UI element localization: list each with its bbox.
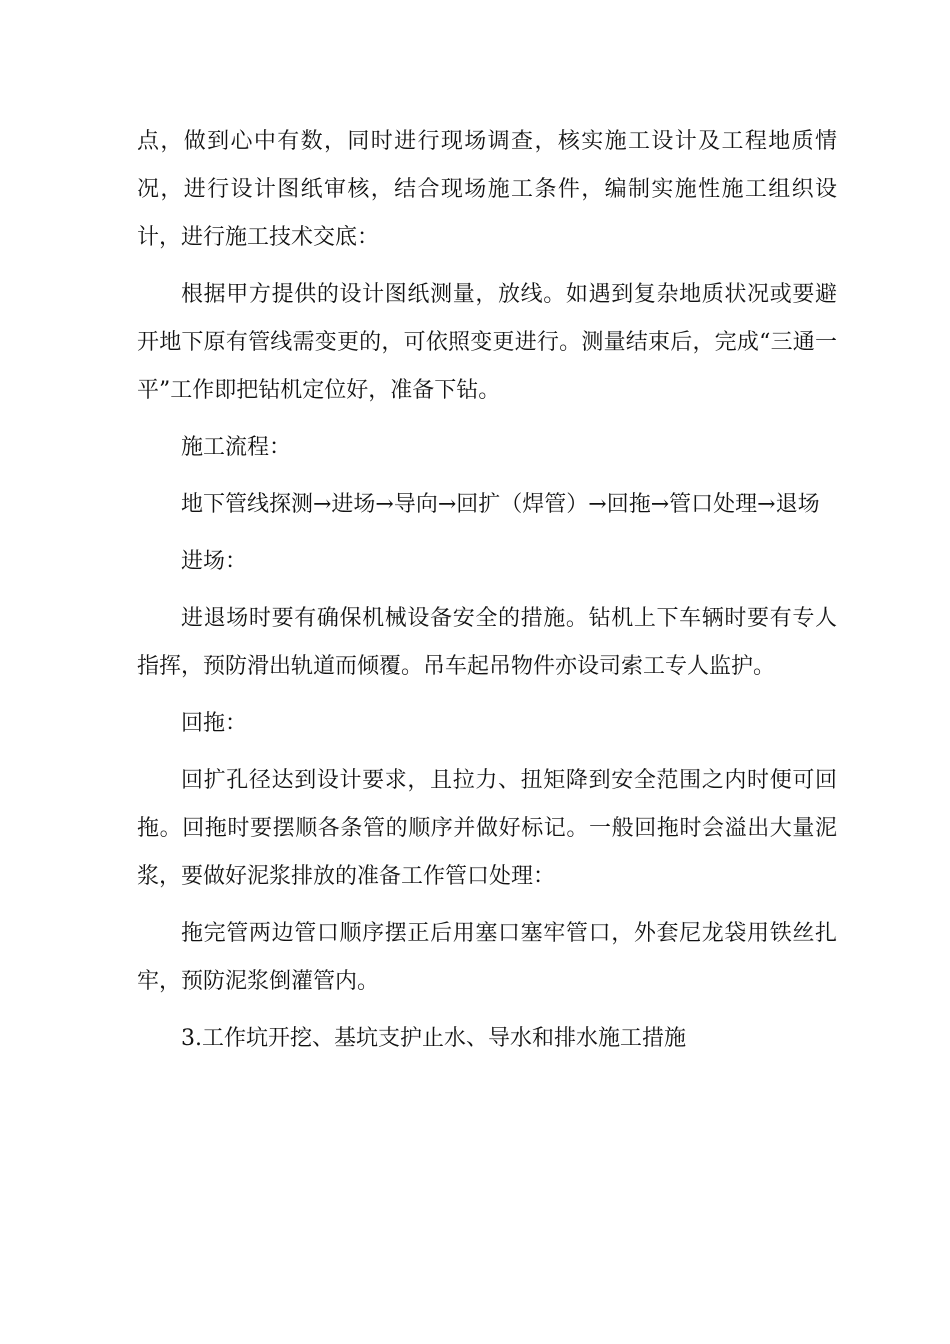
- section-heading-work-pit: 3.工作坑开挖、基坑支护止水、导水和排水施工措施: [181, 1026, 686, 1051]
- heading-site-entry: 进场：: [181, 549, 248, 574]
- paragraph-pullback: 回扩孔径达到设计要求，且拉力、扭矩降到安全范围之内时便可回拖。回拖时要摆顺各条管的顺序并做好标记。一般回拖时会溢出大量泥浆，要做好泥浆排放的准备工作管口处理：: [137, 768, 837, 889]
- paragraph-process-flow: 地下管线探测→进场→导向→回扩（焊管）→回拖→管口处理→退场: [181, 492, 820, 517]
- paragraph-pipe-end: 拖完管两边管口顺序摆正后用塞口塞牢管口，外套尼龙袋用铁丝扎牢，预防泥浆倒灌管内。: [137, 921, 837, 994]
- heading-pullback: 回拖：: [181, 711, 248, 736]
- paragraph-continuation: 点，做到心中有数，同时进行现场调查，核实施工设计及工程地质情况，进行设计图纸审核，结合现场施工条件，编制实施性施工组织设计，进行施工技术交底：: [137, 129, 837, 250]
- paragraph-survey: 根据甲方提供的设计图纸测量，放线。如遇到复杂地质状况或要避开地下原有管线需变更的，可依照变更进行。测量结束后，完成“三通一平”工作即把钻机定位好，准备下钻。: [137, 282, 837, 403]
- document-body: [137, 118, 837, 1072]
- paragraph-site-entry: 进退场时要有确保机械设备安全的措施。钻机上下车辆时要有专人指挥，预防滑出轨道而倾覆。吊车起吊物件亦设司索工专人监护。: [137, 606, 837, 679]
- heading-construction-process: 施工流程：: [181, 435, 292, 460]
